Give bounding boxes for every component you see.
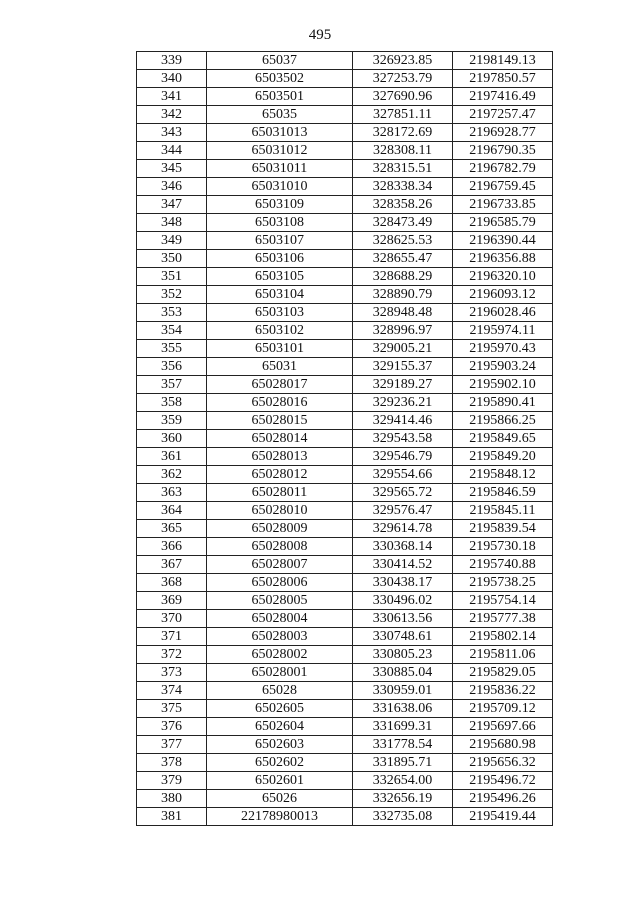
y-coordinate-cell: 2195419.44 (453, 808, 553, 826)
row-number-cell: 374 (137, 682, 207, 700)
y-coordinate-cell: 2195902.10 (453, 376, 553, 394)
x-coordinate-cell: 329189.27 (353, 376, 453, 394)
row-number-cell: 365 (137, 520, 207, 538)
y-coordinate-cell: 2196733.85 (453, 196, 553, 214)
y-coordinate-cell: 2195839.54 (453, 520, 553, 538)
y-coordinate-cell: 2196390.44 (453, 232, 553, 250)
point-id-cell: 65031013 (207, 124, 353, 142)
table-row (137, 160, 553, 178)
point-id-cell: 65028005 (207, 592, 353, 610)
point-id-cell: 65028006 (207, 574, 353, 592)
row-number-cell: 344 (137, 142, 207, 160)
table-row (137, 484, 553, 502)
y-coordinate-cell: 2195811.06 (453, 646, 553, 664)
page-number: 495 (308, 27, 332, 43)
y-coordinate-cell: 2195836.22 (453, 682, 553, 700)
row-number-cell: 376 (137, 718, 207, 736)
point-id-cell: 6503101 (207, 340, 353, 358)
table-row (137, 502, 553, 520)
x-coordinate-cell: 328315.51 (353, 160, 453, 178)
y-coordinate-cell: 2195849.20 (453, 448, 553, 466)
y-coordinate-cell: 2196782.79 (453, 160, 553, 178)
table-row (137, 322, 553, 340)
point-id-cell: 65028001 (207, 664, 353, 682)
y-coordinate-cell: 2195738.25 (453, 574, 553, 592)
y-coordinate-cell: 2195496.72 (453, 772, 553, 790)
table-row (137, 340, 553, 358)
y-coordinate-cell: 2195680.98 (453, 736, 553, 754)
y-coordinate-cell: 2195802.14 (453, 628, 553, 646)
point-id-cell: 65035 (207, 106, 353, 124)
y-coordinate-cell: 2195849.65 (453, 430, 553, 448)
x-coordinate-cell: 326923.85 (353, 52, 453, 70)
row-number-cell: 342 (137, 106, 207, 124)
point-id-cell: 65028012 (207, 466, 353, 484)
point-id-cell: 22178980013 (207, 808, 353, 826)
y-coordinate-cell: 2196759.45 (453, 178, 553, 196)
x-coordinate-cell: 332656.19 (353, 790, 453, 808)
table-row (137, 232, 553, 250)
x-coordinate-cell: 331778.54 (353, 736, 453, 754)
point-id-cell: 65028014 (207, 430, 353, 448)
row-number-cell: 371 (137, 628, 207, 646)
x-coordinate-cell: 329543.58 (353, 430, 453, 448)
table-row (137, 790, 553, 808)
table-row (137, 448, 553, 466)
table-row (137, 700, 553, 718)
point-id-cell: 6503103 (207, 304, 353, 322)
point-id-cell: 6503106 (207, 250, 353, 268)
x-coordinate-cell: 330805.23 (353, 646, 453, 664)
y-coordinate-cell: 2197850.57 (453, 70, 553, 88)
row-number-cell: 341 (137, 88, 207, 106)
point-id-cell: 6503108 (207, 214, 353, 232)
y-coordinate-cell: 2195974.11 (453, 322, 553, 340)
point-id-cell: 65031010 (207, 178, 353, 196)
x-coordinate-cell: 328358.26 (353, 196, 453, 214)
table-row (137, 268, 553, 286)
table-row (137, 304, 553, 322)
row-number-cell: 368 (137, 574, 207, 592)
x-coordinate-cell: 328948.48 (353, 304, 453, 322)
table-row (137, 628, 553, 646)
row-number-cell: 359 (137, 412, 207, 430)
x-coordinate-cell: 331895.71 (353, 754, 453, 772)
x-coordinate-cell: 330368.14 (353, 538, 453, 556)
x-coordinate-cell: 328308.11 (353, 142, 453, 160)
x-coordinate-cell: 329546.79 (353, 448, 453, 466)
row-number-cell: 354 (137, 322, 207, 340)
y-coordinate-cell: 2195866.25 (453, 412, 553, 430)
row-number-cell: 378 (137, 754, 207, 772)
table-row (137, 664, 553, 682)
x-coordinate-cell: 328655.47 (353, 250, 453, 268)
table-row (137, 556, 553, 574)
y-coordinate-cell: 2196356.88 (453, 250, 553, 268)
row-number-cell: 351 (137, 268, 207, 286)
table-row (137, 286, 553, 304)
table-row (137, 214, 553, 232)
table-row (137, 574, 553, 592)
y-coordinate-cell: 2195496.26 (453, 790, 553, 808)
point-id-cell: 6503105 (207, 268, 353, 286)
point-id-cell: 65028004 (207, 610, 353, 628)
table-row (137, 610, 553, 628)
y-coordinate-cell: 2195709.12 (453, 700, 553, 718)
table-row (137, 196, 553, 214)
row-number-cell: 367 (137, 556, 207, 574)
point-id-cell: 65031011 (207, 160, 353, 178)
y-coordinate-cell: 2196028.46 (453, 304, 553, 322)
table-row (137, 646, 553, 664)
x-coordinate-cell: 328625.53 (353, 232, 453, 250)
row-number-cell: 373 (137, 664, 207, 682)
row-number-cell: 356 (137, 358, 207, 376)
x-coordinate-cell: 329576.47 (353, 502, 453, 520)
table-body (137, 52, 553, 826)
table-row (137, 70, 553, 88)
table-row (137, 142, 553, 160)
table-row (137, 772, 553, 790)
x-coordinate-cell: 329554.66 (353, 466, 453, 484)
x-coordinate-cell: 330438.17 (353, 574, 453, 592)
table-row (137, 88, 553, 106)
table-row (137, 376, 553, 394)
y-coordinate-cell: 2196093.12 (453, 286, 553, 304)
point-id-cell: 65026 (207, 790, 353, 808)
table-row (137, 520, 553, 538)
row-number-cell: 357 (137, 376, 207, 394)
row-number-cell: 349 (137, 232, 207, 250)
y-coordinate-cell: 2195656.32 (453, 754, 553, 772)
y-coordinate-cell: 2195890.41 (453, 394, 553, 412)
x-coordinate-cell: 328338.34 (353, 178, 453, 196)
table-row (137, 592, 553, 610)
point-id-cell: 65028011 (207, 484, 353, 502)
row-number-cell: 361 (137, 448, 207, 466)
row-number-cell: 350 (137, 250, 207, 268)
y-coordinate-cell: 2198149.13 (453, 52, 553, 70)
x-coordinate-cell: 328473.49 (353, 214, 453, 232)
point-id-cell: 6502602 (207, 754, 353, 772)
x-coordinate-cell: 328688.29 (353, 268, 453, 286)
point-id-cell: 65031012 (207, 142, 353, 160)
x-coordinate-cell: 329005.21 (353, 340, 453, 358)
row-number-cell: 369 (137, 592, 207, 610)
row-number-cell: 363 (137, 484, 207, 502)
x-coordinate-cell: 330496.02 (353, 592, 453, 610)
row-number-cell: 372 (137, 646, 207, 664)
x-coordinate-cell: 330748.61 (353, 628, 453, 646)
row-number-cell: 366 (137, 538, 207, 556)
point-id-cell: 65028 (207, 682, 353, 700)
x-coordinate-cell: 329565.72 (353, 484, 453, 502)
row-number-cell: 358 (137, 394, 207, 412)
row-number-cell: 379 (137, 772, 207, 790)
row-number-cell: 343 (137, 124, 207, 142)
x-coordinate-cell: 332654.00 (353, 772, 453, 790)
coordinates-table (136, 51, 553, 826)
row-number-cell: 347 (137, 196, 207, 214)
point-id-cell: 65028009 (207, 520, 353, 538)
row-number-cell: 380 (137, 790, 207, 808)
x-coordinate-cell: 330613.56 (353, 610, 453, 628)
x-coordinate-cell: 329614.78 (353, 520, 453, 538)
point-id-cell: 6502605 (207, 700, 353, 718)
y-coordinate-cell: 2195730.18 (453, 538, 553, 556)
y-coordinate-cell: 2195970.43 (453, 340, 553, 358)
x-coordinate-cell: 331699.31 (353, 718, 453, 736)
x-coordinate-cell: 329236.21 (353, 394, 453, 412)
table-row (137, 430, 553, 448)
point-id-cell: 65031 (207, 358, 353, 376)
x-coordinate-cell: 332735.08 (353, 808, 453, 826)
row-number-cell: 355 (137, 340, 207, 358)
row-number-cell: 340 (137, 70, 207, 88)
row-number-cell: 348 (137, 214, 207, 232)
point-id-cell: 65028013 (207, 448, 353, 466)
y-coordinate-cell: 2196928.77 (453, 124, 553, 142)
point-id-cell: 65028015 (207, 412, 353, 430)
row-number-cell: 360 (137, 430, 207, 448)
x-coordinate-cell: 331638.06 (353, 700, 453, 718)
point-id-cell: 6503107 (207, 232, 353, 250)
row-number-cell: 345 (137, 160, 207, 178)
point-id-cell: 6503102 (207, 322, 353, 340)
y-coordinate-cell: 2195845.11 (453, 502, 553, 520)
y-coordinate-cell: 2196320.10 (453, 268, 553, 286)
table-row (137, 736, 553, 754)
y-coordinate-cell: 2195829.05 (453, 664, 553, 682)
x-coordinate-cell: 327851.11 (353, 106, 453, 124)
point-id-cell: 65028007 (207, 556, 353, 574)
y-coordinate-cell: 2195848.12 (453, 466, 553, 484)
table-row (137, 754, 553, 772)
row-number-cell: 353 (137, 304, 207, 322)
point-id-cell: 65028002 (207, 646, 353, 664)
y-coordinate-cell: 2195777.38 (453, 610, 553, 628)
table-row (137, 682, 553, 700)
x-coordinate-cell: 327690.96 (353, 88, 453, 106)
row-number-cell: 346 (137, 178, 207, 196)
y-coordinate-cell: 2195846.59 (453, 484, 553, 502)
y-coordinate-cell: 2196585.79 (453, 214, 553, 232)
table-row (137, 52, 553, 70)
point-id-cell: 6503109 (207, 196, 353, 214)
point-id-cell: 6503501 (207, 88, 353, 106)
row-number-cell: 364 (137, 502, 207, 520)
x-coordinate-cell: 330414.52 (353, 556, 453, 574)
table-row (137, 358, 553, 376)
table-row (137, 412, 553, 430)
y-coordinate-cell: 2195903.24 (453, 358, 553, 376)
table-row (137, 250, 553, 268)
table-row (137, 538, 553, 556)
table-row (137, 394, 553, 412)
x-coordinate-cell: 328996.97 (353, 322, 453, 340)
y-coordinate-cell: 2197257.47 (453, 106, 553, 124)
y-coordinate-cell: 2197416.49 (453, 88, 553, 106)
point-id-cell: 6502601 (207, 772, 353, 790)
x-coordinate-cell: 329414.46 (353, 412, 453, 430)
y-coordinate-cell: 2196790.35 (453, 142, 553, 160)
table-row (137, 106, 553, 124)
point-id-cell: 6502603 (207, 736, 353, 754)
point-id-cell: 65028016 (207, 394, 353, 412)
x-coordinate-cell: 328890.79 (353, 286, 453, 304)
x-coordinate-cell: 330885.04 (353, 664, 453, 682)
row-number-cell: 377 (137, 736, 207, 754)
point-id-cell: 65028008 (207, 538, 353, 556)
table-row (137, 718, 553, 736)
point-id-cell: 6502604 (207, 718, 353, 736)
x-coordinate-cell: 328172.69 (353, 124, 453, 142)
point-id-cell: 6503502 (207, 70, 353, 88)
row-number-cell: 381 (137, 808, 207, 826)
point-id-cell: 65028003 (207, 628, 353, 646)
x-coordinate-cell: 329155.37 (353, 358, 453, 376)
y-coordinate-cell: 2195740.88 (453, 556, 553, 574)
table-row (137, 808, 553, 826)
y-coordinate-cell: 2195697.66 (453, 718, 553, 736)
row-number-cell: 362 (137, 466, 207, 484)
row-number-cell: 370 (137, 610, 207, 628)
row-number-cell: 375 (137, 700, 207, 718)
row-number-cell: 352 (137, 286, 207, 304)
x-coordinate-cell: 330959.01 (353, 682, 453, 700)
table-row (137, 178, 553, 196)
point-id-cell: 65028017 (207, 376, 353, 394)
point-id-cell: 65037 (207, 52, 353, 70)
x-coordinate-cell: 327253.79 (353, 70, 453, 88)
table-row (137, 466, 553, 484)
row-number-cell: 339 (137, 52, 207, 70)
point-id-cell: 65028010 (207, 502, 353, 520)
point-id-cell: 6503104 (207, 286, 353, 304)
y-coordinate-cell: 2195754.14 (453, 592, 553, 610)
table-row (137, 124, 553, 142)
